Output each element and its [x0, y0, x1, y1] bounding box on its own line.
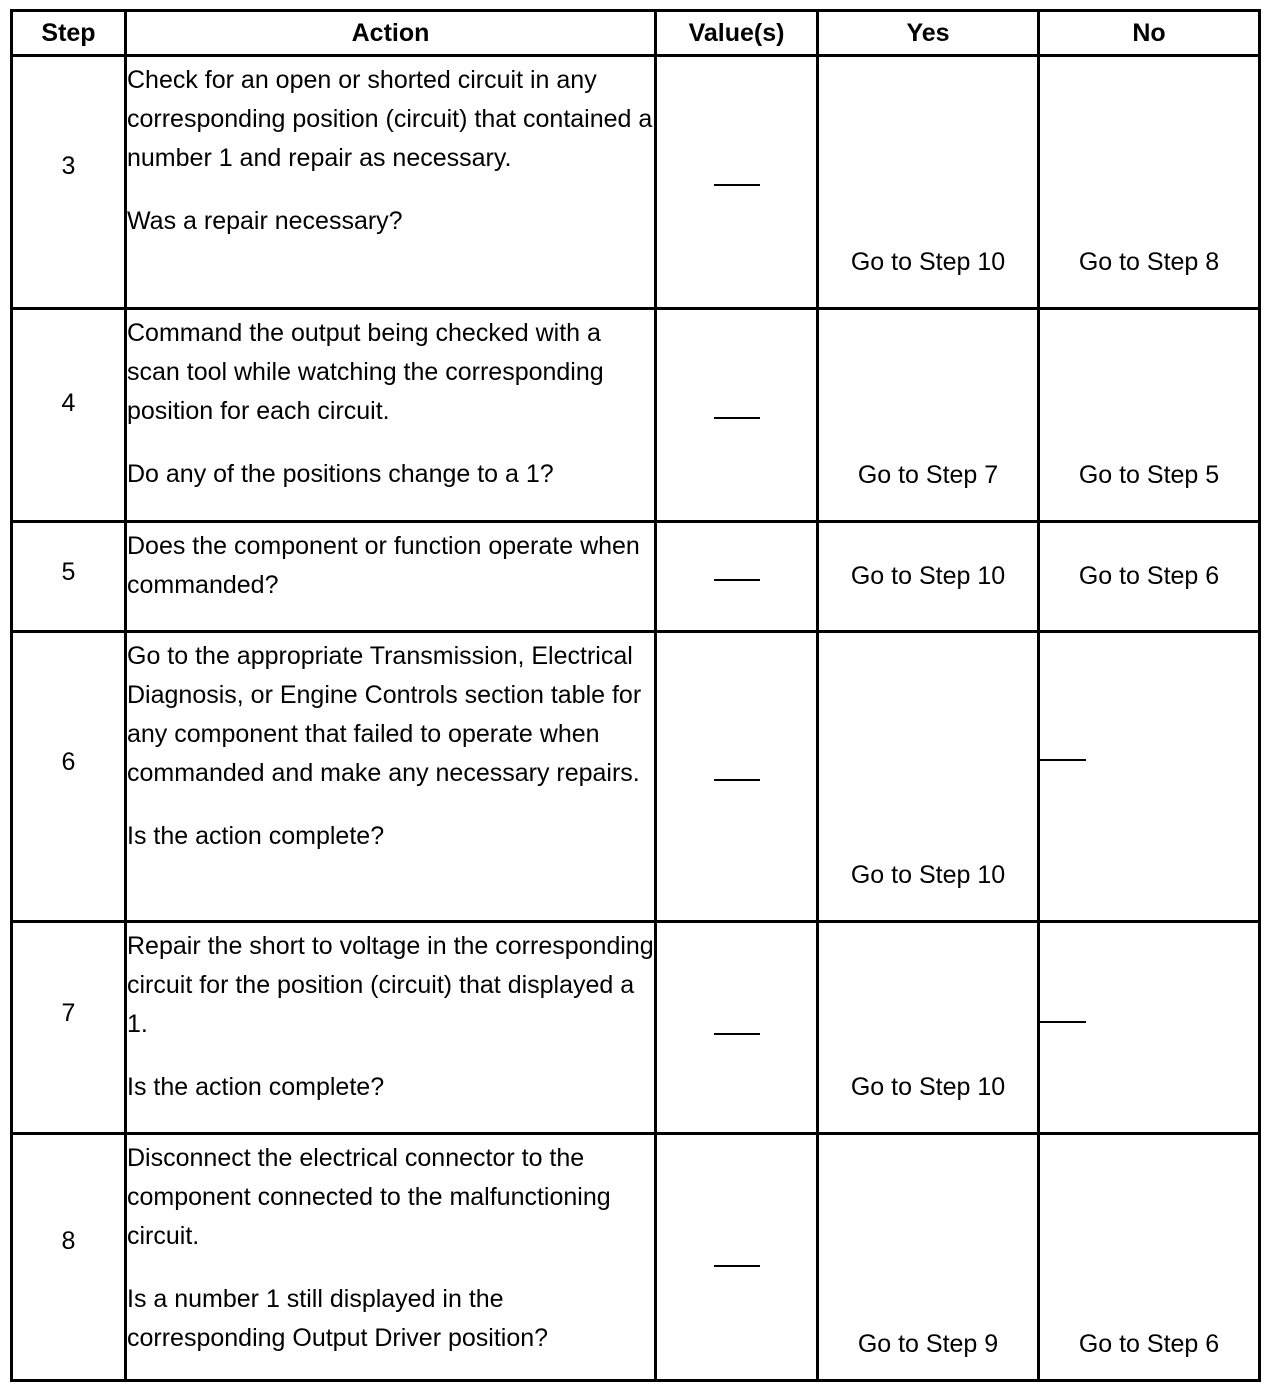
table-row	[12, 309, 1260, 522]
no-dash	[1040, 759, 1086, 791]
step-number: 4	[61, 388, 76, 417]
no-link: Go to Step 6	[1078, 1330, 1220, 1358]
diagnostic-table	[10, 9, 1261, 1382]
action-question: Was a repair necessary?	[127, 207, 403, 235]
value-cell	[656, 56, 818, 309]
yes-link: Go to Step 10	[850, 861, 1006, 889]
value-dash	[714, 184, 760, 186]
action-question: Is a number 1 still displayed in the corresponding Output Driver position?	[127, 1285, 549, 1352]
step-cell	[12, 1134, 126, 1381]
no-cell	[1039, 56, 1260, 309]
no-link: Go to Step 5	[1078, 461, 1220, 489]
action-cell	[126, 522, 656, 632]
table-row	[12, 522, 1260, 632]
value-cell	[656, 922, 818, 1134]
value-cell	[656, 309, 818, 522]
no-cell	[1039, 1134, 1260, 1381]
action-text: Disconnect the electrical connector to the component connected to the malfunctioning circuit.	[127, 1144, 611, 1250]
no-link: Go to Step 8	[1078, 248, 1220, 276]
action-question: Is the action complete?	[127, 822, 385, 850]
no-cell	[1039, 309, 1260, 522]
value-cell	[656, 522, 818, 632]
header-row	[12, 11, 1260, 56]
no-dash	[1040, 1021, 1086, 1053]
table-row	[12, 56, 1260, 309]
action-question: Do any of the positions change to a 1?	[127, 460, 554, 488]
yes-link: Go to Step 10	[850, 248, 1006, 276]
yes-link: Go to Step 7	[857, 461, 999, 489]
no-cell	[1039, 632, 1260, 922]
step-cell	[12, 522, 126, 632]
value-dash	[714, 779, 760, 781]
yes-link: Go to Step 9	[857, 1330, 999, 1358]
action-text: Does the component or function operate when commanded?	[127, 532, 640, 599]
step-number: 3	[61, 152, 76, 180]
value-dash	[714, 1265, 760, 1267]
step-number: 5	[61, 558, 76, 586]
value-dash	[714, 1033, 760, 1035]
action-cell	[126, 56, 656, 309]
step-number: 8	[61, 1227, 76, 1255]
value-cell	[656, 632, 818, 922]
action-text: Check for an open or shorted circuit in any corresponding position (circuit) that contained a number 1 and repair as necessary.	[127, 66, 653, 172]
action-cell	[126, 1134, 656, 1381]
value-dash	[714, 579, 760, 581]
no-link: Go to Step 6	[1078, 562, 1220, 590]
yes-link: Go to Step 10	[850, 1073, 1006, 1101]
value-cell	[656, 1134, 818, 1381]
step-number: 7	[61, 999, 76, 1027]
action-question: Is the action complete?	[127, 1073, 385, 1101]
yes-cell	[818, 309, 1039, 522]
no-cell	[1039, 922, 1260, 1134]
action-cell	[126, 632, 656, 922]
yes-cell	[818, 1134, 1039, 1381]
value-dash	[714, 417, 760, 419]
no-cell	[1039, 522, 1260, 632]
header-yes: Yes	[818, 11, 1039, 56]
step-number: 6	[61, 748, 76, 776]
yes-link: Go to Step 10	[850, 562, 1006, 590]
yes-cell	[818, 922, 1039, 1134]
yes-cell	[818, 56, 1039, 309]
table-row	[12, 632, 1260, 922]
step-cell	[12, 56, 126, 309]
table-row	[12, 922, 1260, 1134]
step-cell	[12, 922, 126, 1134]
header-step: Step	[12, 11, 126, 56]
action-text: Go to the appropriate Transmission, Electrical Diagnosis, or Engine Controls section table for any component that failed to operate when commanded and make any necessary repairs.	[127, 642, 642, 787]
action-text: Command the output being checked with a scan tool while watching the corresponding position for each circuit.	[127, 319, 604, 425]
table-row	[12, 1134, 1260, 1381]
header-action: Action	[126, 11, 656, 56]
header-no: No	[1039, 11, 1260, 56]
header-values: Value(s)	[656, 11, 818, 56]
yes-cell	[818, 632, 1039, 922]
step-cell	[12, 309, 126, 522]
action-cell	[126, 922, 656, 1134]
action-text: Repair the short to voltage in the corresponding circuit for the position (circuit) that displayed a 1.	[127, 932, 654, 1038]
action-cell	[126, 309, 656, 522]
step-cell	[12, 632, 126, 922]
yes-cell	[818, 522, 1039, 632]
